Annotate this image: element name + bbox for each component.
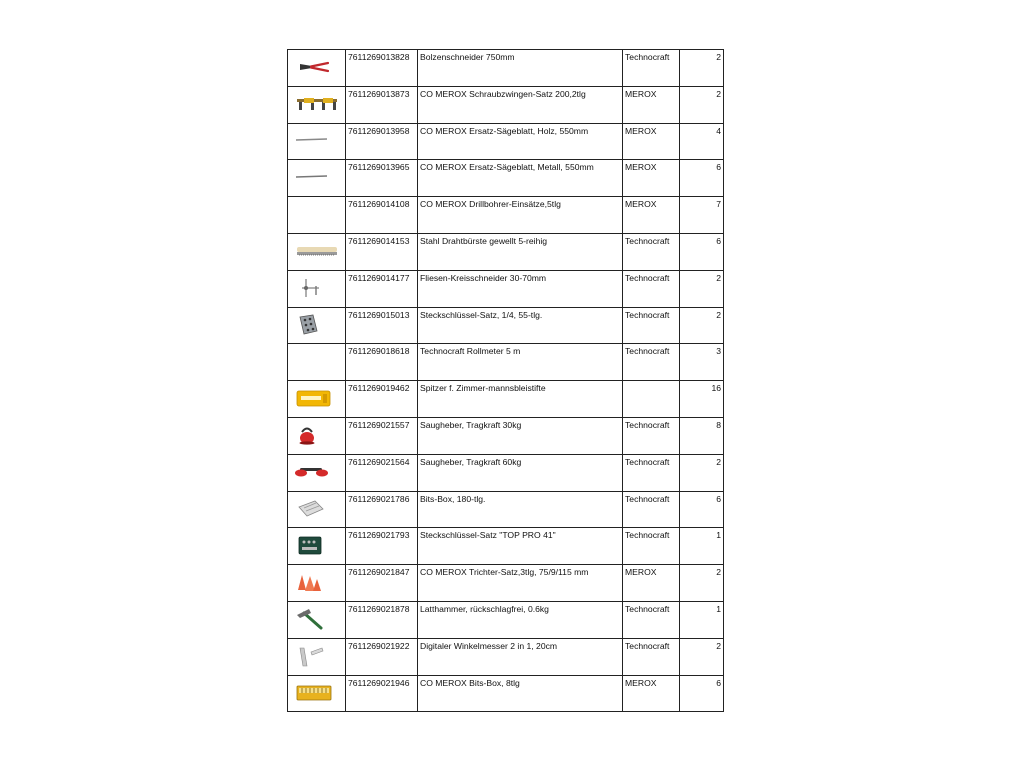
description-cell: CO MEROX Drillbohrer-Einsätze,5tlg [418, 197, 623, 234]
quantity-cell: 1 [680, 601, 724, 638]
description-cell: Saugheber, Tragkraft 60kg [418, 454, 623, 491]
table-row [288, 565, 724, 602]
description-cell: Steckschlüssel-Satz "TOP PRO 41" [418, 528, 623, 565]
suction-lifter-double-icon [291, 457, 343, 487]
quantity-cell: 7 [680, 197, 724, 234]
product-image-cell [288, 528, 346, 565]
product-image-cell [288, 417, 346, 454]
product-image-cell [288, 638, 346, 675]
ean-cell: 7611269021946 [346, 675, 418, 712]
description-cell: Bolzenschneider 750mm [418, 50, 623, 87]
ean-cell: 7611269021878 [346, 601, 418, 638]
product-image-cell [288, 344, 346, 381]
brand-cell: MEROX [623, 675, 680, 712]
ean-cell: 7611269014153 [346, 233, 418, 270]
description-cell: CO MEROX Trichter-Satz,3tlg, 75/9/115 mm [418, 565, 623, 602]
table-row [288, 307, 724, 344]
description-cell: Latthammer, rückschlagfrei, 0.6kg [418, 601, 623, 638]
description-cell: Stahl Drahtbürste gewellt 5-reihig [418, 233, 623, 270]
ean-cell: 7611269018618 [346, 344, 418, 381]
ean-cell: 7611269021786 [346, 491, 418, 528]
quantity-cell: 2 [680, 50, 724, 87]
clamp-set-icon [291, 89, 343, 119]
ean-cell: 7611269021564 [346, 454, 418, 491]
brand-cell: Technocraft [623, 528, 680, 565]
ean-cell: 7611269013958 [346, 123, 418, 160]
product-image-cell [288, 197, 346, 234]
table-row [288, 417, 724, 454]
wire-brush-icon [291, 236, 343, 266]
quantity-cell: 2 [680, 638, 724, 675]
description-cell: CO MEROX Bits-Box, 8tlg [418, 675, 623, 712]
product-image-cell [288, 565, 346, 602]
product-image-cell [288, 675, 346, 712]
ean-cell: 7611269015013 [346, 307, 418, 344]
description-cell: CO MEROX Ersatz-Sägeblatt, Metall, 550mm [418, 160, 623, 197]
table-row [288, 160, 724, 197]
tile-circle-cutter-icon [291, 273, 343, 303]
brand-cell [623, 381, 680, 418]
table-row [288, 491, 724, 528]
quantity-cell: 2 [680, 270, 724, 307]
table-row [288, 270, 724, 307]
brand-cell: MEROX [623, 123, 680, 160]
table-row [288, 233, 724, 270]
brand-cell: Technocraft [623, 638, 680, 675]
description-cell: Technocraft Rollmeter 5 m [418, 344, 623, 381]
table-row [288, 638, 724, 675]
ean-cell: 7611269013965 [346, 160, 418, 197]
ean-cell: 7611269021793 [346, 528, 418, 565]
product-image-cell [288, 381, 346, 418]
socket-set-case-icon [291, 309, 343, 339]
quantity-cell: 3 [680, 344, 724, 381]
brand-cell: Technocraft [623, 491, 680, 528]
quantity-cell: 6 [680, 233, 724, 270]
table-row [288, 86, 724, 123]
description-cell: Saugheber, Tragkraft 30kg [418, 417, 623, 454]
description-cell: CO MEROX Ersatz-Sägeblatt, Holz, 550mm [418, 123, 623, 160]
brand-cell: MEROX [623, 160, 680, 197]
pencil-sharpener-icon [291, 383, 343, 413]
quantity-cell: 2 [680, 307, 724, 344]
table-row [288, 197, 724, 234]
ean-cell: 7611269014177 [346, 270, 418, 307]
product-image-cell [288, 50, 346, 87]
brand-cell: Technocraft [623, 344, 680, 381]
quantity-cell: 8 [680, 417, 724, 454]
ean-cell: 7611269019462 [346, 381, 418, 418]
description-cell: CO MEROX Schraubzwingen-Satz 200,2tlg [418, 86, 623, 123]
brand-cell: MEROX [623, 565, 680, 602]
brand-cell: Technocraft [623, 454, 680, 491]
ean-cell: 7611269013873 [346, 86, 418, 123]
funnel-set-icon [291, 567, 343, 597]
suction-lifter-single-icon [291, 420, 343, 450]
product-image-cell [288, 233, 346, 270]
product-table [287, 49, 724, 712]
socket-set-top-pro-icon [291, 530, 343, 560]
lath-hammer-icon [291, 604, 343, 634]
quantity-cell: 2 [680, 86, 724, 123]
brand-cell: Technocraft [623, 50, 680, 87]
description-cell: Steckschlüssel-Satz, 1/4, 55-tlg. [418, 307, 623, 344]
bolt-cutter-icon [291, 52, 343, 82]
ean-cell: 7611269013828 [346, 50, 418, 87]
description-cell: Spitzer f. Zimmer-mannsbleistifte [418, 381, 623, 418]
brand-cell: Technocraft [623, 270, 680, 307]
product-image-cell [288, 601, 346, 638]
brand-cell: Technocraft [623, 307, 680, 344]
description-cell: Bits-Box, 180-tlg. [418, 491, 623, 528]
ean-cell: 7611269021557 [346, 417, 418, 454]
quantity-cell: 2 [680, 454, 724, 491]
quantity-cell: 4 [680, 123, 724, 160]
bits-box-icon [291, 493, 343, 523]
table-row [288, 381, 724, 418]
description-cell: Digitaler Winkelmesser 2 in 1, 20cm [418, 638, 623, 675]
product-image-cell [288, 270, 346, 307]
brand-cell: MEROX [623, 197, 680, 234]
table-row [288, 344, 724, 381]
product-image-cell [288, 123, 346, 160]
saw-blade-icon [291, 162, 343, 192]
digital-angle-meter-icon [291, 641, 343, 671]
description-cell: Fliesen-Kreisschneider 30-70mm [418, 270, 623, 307]
brand-cell: MEROX [623, 86, 680, 123]
brand-cell: Technocraft [623, 417, 680, 454]
ean-cell: 7611269021922 [346, 638, 418, 675]
quantity-cell: 6 [680, 160, 724, 197]
product-image-cell [288, 160, 346, 197]
brand-cell: Technocraft [623, 601, 680, 638]
quantity-cell: 6 [680, 675, 724, 712]
table-row [288, 123, 724, 160]
product-image-cell [288, 454, 346, 491]
brand-cell: Technocraft [623, 233, 680, 270]
saw-blade-icon [291, 125, 343, 155]
table-row [288, 675, 724, 712]
ean-cell: 7611269014108 [346, 197, 418, 234]
table-row [288, 454, 724, 491]
table-row [288, 601, 724, 638]
table-row [288, 528, 724, 565]
quantity-cell: 16 [680, 381, 724, 418]
quantity-cell: 1 [680, 528, 724, 565]
product-image-cell [288, 307, 346, 344]
quantity-cell: 2 [680, 565, 724, 602]
ean-cell: 7611269021847 [346, 565, 418, 602]
table-row [288, 50, 724, 87]
quantity-cell: 6 [680, 491, 724, 528]
product-image-cell [288, 86, 346, 123]
product-image-cell [288, 491, 346, 528]
merox-bits-box-icon [291, 677, 343, 707]
